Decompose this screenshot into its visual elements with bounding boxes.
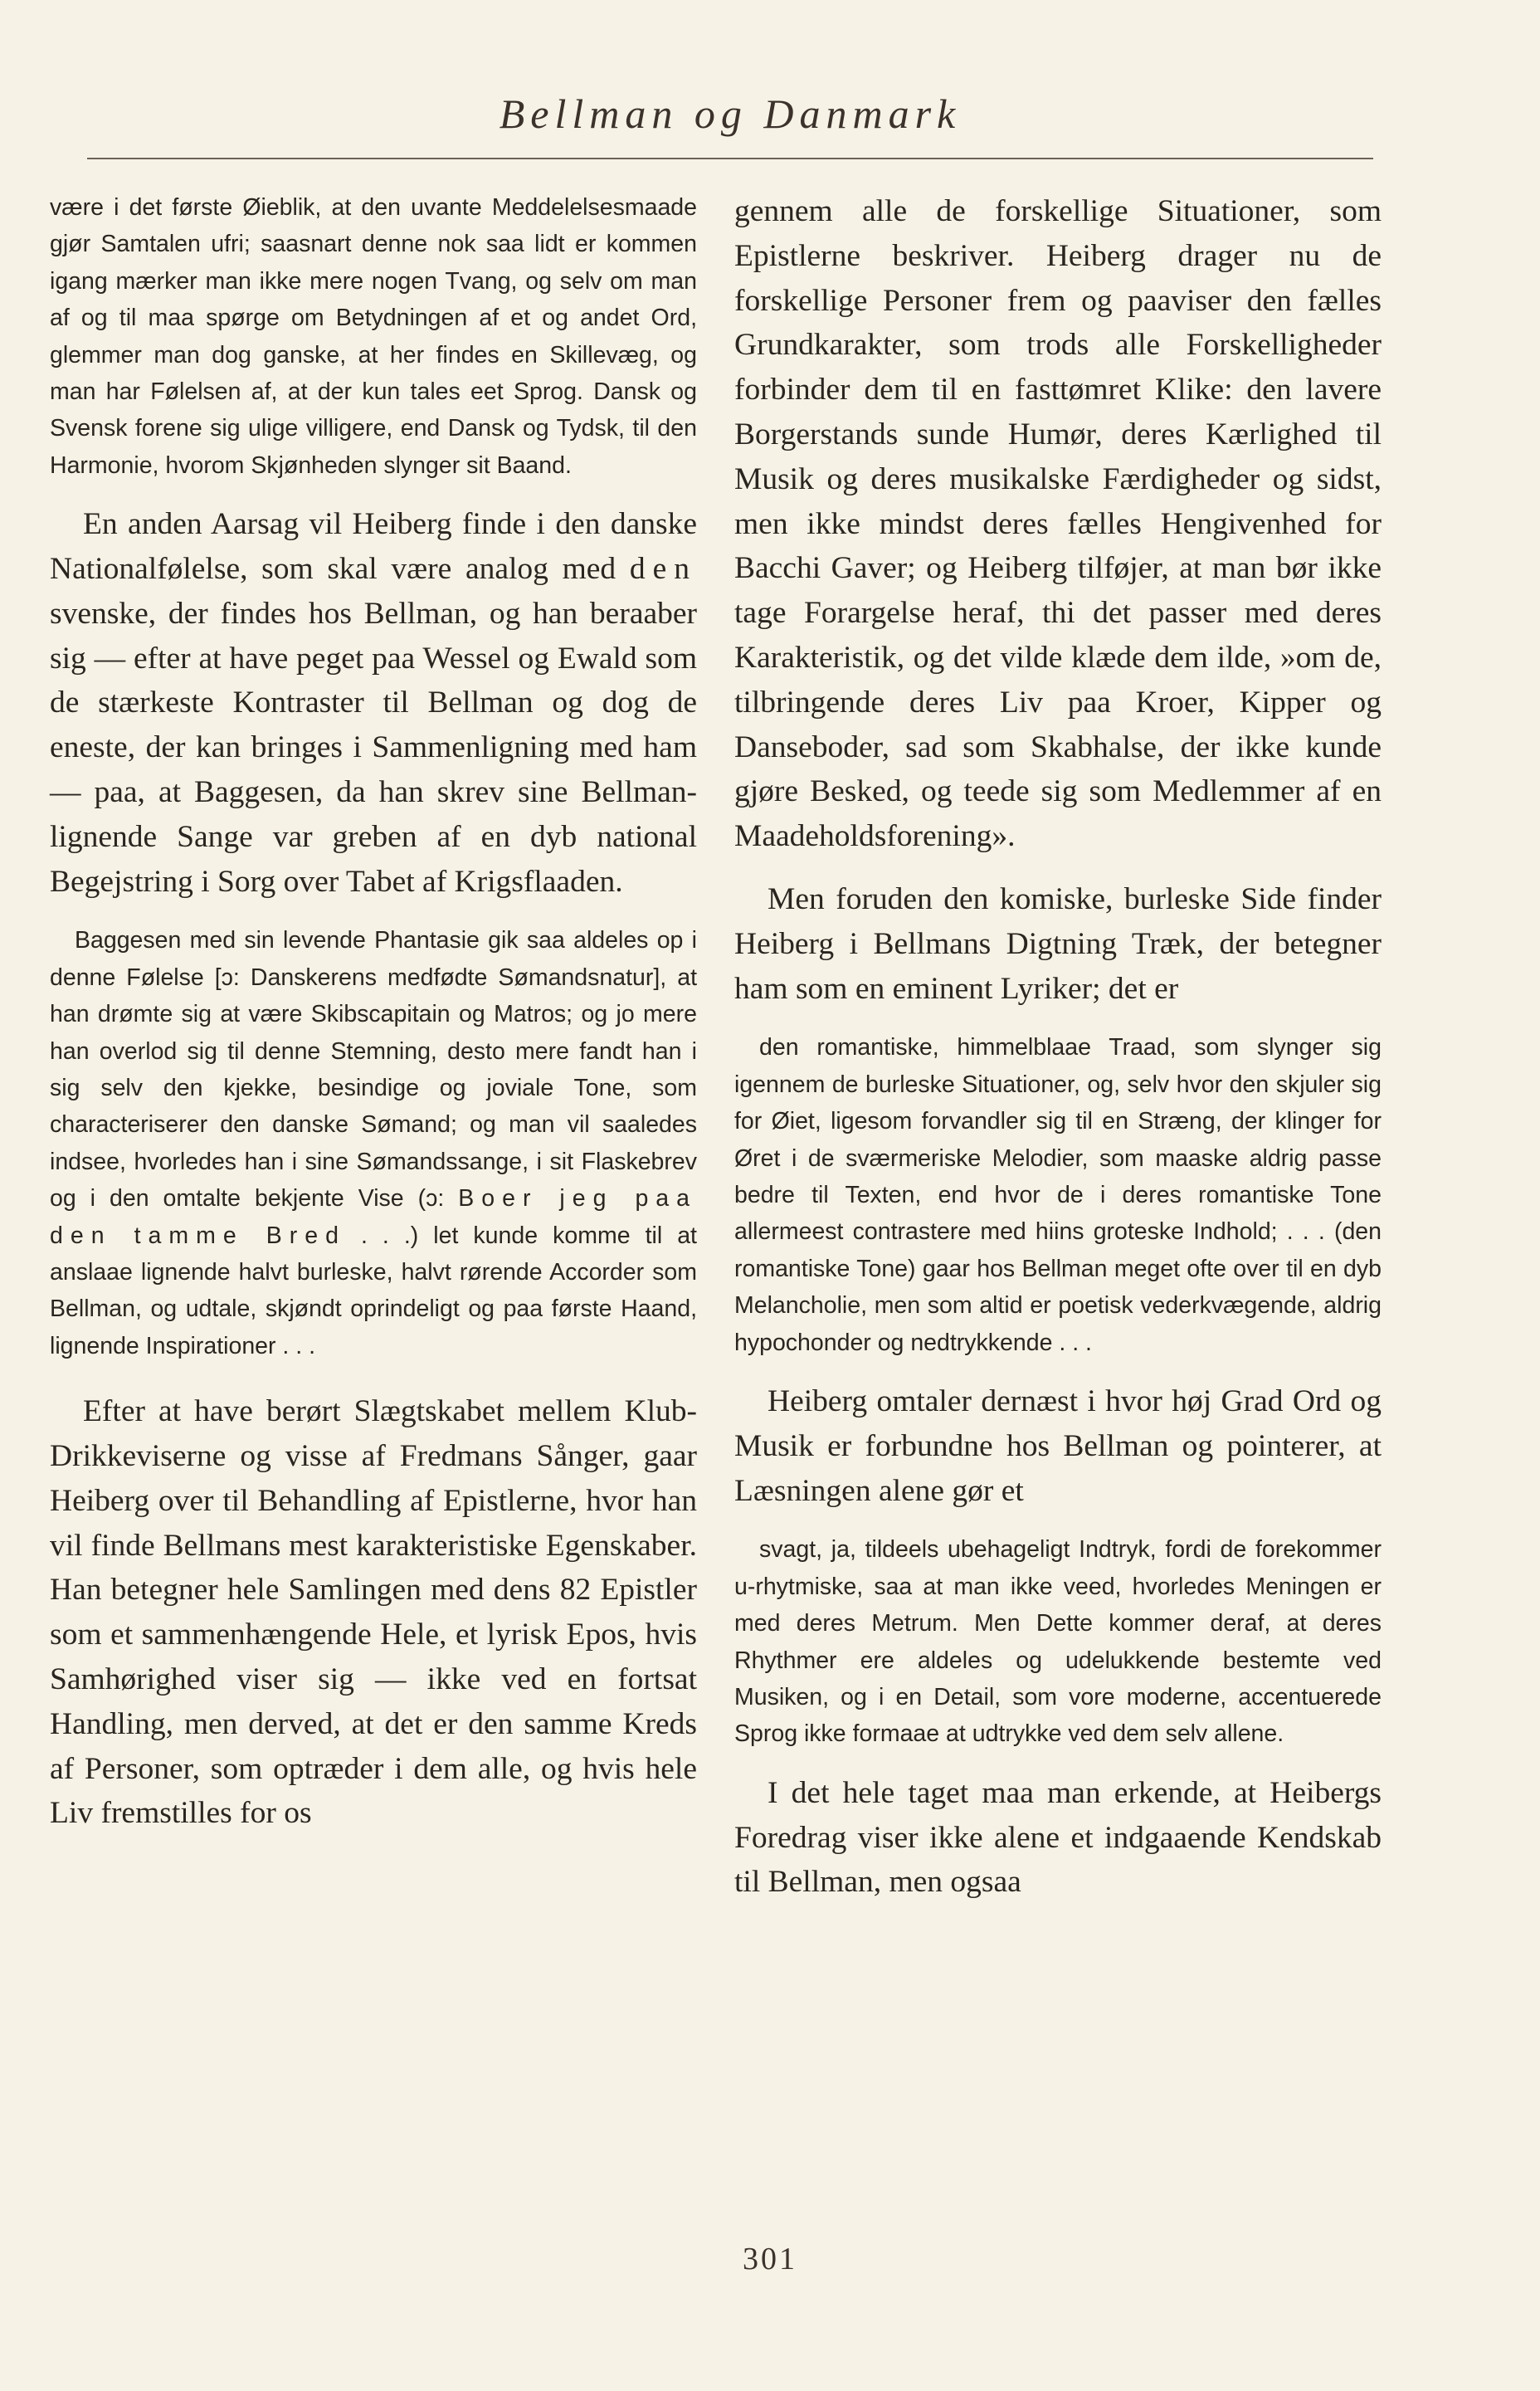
left-column xyxy=(50,189,697,1836)
spaced-title: Boer jeg paa den tamme Bred xyxy=(50,1185,697,1249)
quote-text: . . .) let kunde komme til at anslaae lignende halvt burleske, halvt rørende Accorder som Bellman, og udtale, skjøndt oprindeligt og paa første Haand, lignende Inspirationer . . . xyxy=(50,1222,697,1359)
page-number: 301 xyxy=(743,2242,797,2276)
body-paragraph xyxy=(50,502,697,904)
spaced-emphasis: den xyxy=(629,552,697,587)
body-paragraph: Men foruden den komiske, burleske Side finder Heiberg i Bellmans Digtning Træk, der betegner ham som en eminent Lyriker; det er xyxy=(734,881,1382,1006)
body-paragraph: Heiberg omtaler dernæst i hvor høj Grad Ord og Musik er forbundne hos Bellman og pointerer, at Læsningen alene gør et xyxy=(734,1384,1382,1508)
right-column xyxy=(734,189,1382,1905)
paragraph-text: En anden Aarsag vil Heiberg finde i den danske Nationalfølelse, som skal være analog med xyxy=(50,507,697,587)
header-rule xyxy=(87,158,1373,159)
block-quote: svagt, ja, tildeels ubehageligt Indtryk, fordi de forekommer u-rhytmiske, saa at man ikke veed, hvorledes Meningen er med deres Metrum. Men Dette kommer deraf, at deres Rhythmer ere aldeles og udelukkende bestemte ved Musiken, og i en Detail, som vore moderne, accentuerede Sprog ikke formaae at udtrykke ved dem selv allene. xyxy=(734,1536,1382,1748)
running-title: Bellman og Danmark xyxy=(499,90,962,137)
block-quote xyxy=(50,922,697,1364)
body-paragraph: Efter at have berørt Slægtskabet mellem Klub-Drikkeviserne og visse af Fredmans Sånger, gaar Heiberg over til Behandling af Epistlerne, hvor han vil finde Bellmans mest karakteristiske Egenskaber. Han betegner hele Samlingen med dens 82 Epistler som et sammenhængende Hele, et lyrisk Epos, hvis Samhørighed viser sig — ikke ved en fortsat Handling, men derved, at det er den samme Kreds af Personer, som optræder i dem alle, og hvis hele Liv fremstilles for os xyxy=(50,1394,697,1831)
body-paragraph: gennem alle de forskellige Situationer, som Epistlerne beskriver. Heiberg drager nu de forskellige Personer frem og paaviser den fælles Grundkarakter, som trods alle Forskelligheder forbinder dem til en fasttømret Klike: den lavere Borgerstands sunde Humør, deres Kærlighed til Musik og deres musikalske Færdigheder og sidst, men ikke mindst deres fælles Hengivenhed for Bacchi Gaver; og Heiberg tilføjer, at man bør ikke tage Forargelse heraf, thi det passer med deres Karakteristik, og det vilde klæde dem ilde, »om de, tilbringende deres Liv paa Kroer, Kipper og Danseboder, sad som Skabhalse, der ikke kunde gjøre Besked, og teede sig som Medlemmer af en Maadeholdsforening». xyxy=(734,194,1382,854)
paragraph-text: svenske, der findes hos Bellman, og han beraaber sig — efter at have peget paa Wessel og Ewald som de stærkeste Kontraster til Bellman og dog de eneste, der kan bringes i Sammenligning med ham — paa, at Baggesen, da han skrev sine Bellman-lignende Sange var greben af en dyb national Begejstring i Sorg over Tabet af Krigsflaaden. xyxy=(50,596,697,899)
body-paragraph: I det hele taget maa man erkende, at Heibergs Foredrag viser ikke alene et indgaaende Kendskab til Bellman, men ogsaa xyxy=(734,1775,1382,1900)
block-quote: være i det første Øieblik, at den uvante Meddelelsesmaade gjør Samtalen ufri; saasnart denne nok saa lidt er kommen igang mærker man ikke mere nogen Tvang, og selv om man af og til maa spørge om Betydningen af et og andet Ord, glemmer man dog ganske, at her findes en Skillevæg, og man har Følelsen af, at der kun tales eet Sprog. Dansk og Svensk forene sig ulige villigere, end Dansk og Tydsk, til den Harmonie, hvorom Skjønheden slynger sit Baand. xyxy=(50,194,697,479)
quote-text: Baggesen med sin levende Phantasie gik saa aldeles op i denne Følelse [ɔ: Danskerens medfødte Sømandsnatur], at han drømte sig at være Skibscapitain og Matros; og jo mere han overlod sig til denne Stemning, desto mere fandt han i sig selv den kjekke, besindige og joviale Tone, som characteriserer den danske Sømand; og man vil saaledes indsee, hvorledes han i sine Sømandssange, i sit Flaskebrev og i den omtalte bekjente Vise (ɔ: xyxy=(50,927,697,1213)
block-quote: den romantiske, himmelblaae Traad, som slynger sig igennem de burleske Situationer, og, selv hvor den skjuler sig for Øiet, ligesom forvandler sig til en Stræng, der klinger for Øret i de sværmeriske Melodier, som maaske aldrig passe bedre til Texten, end hvor de i deres romantiske Tone allermeest contrastere med hiins groteske Indhold; . . . (den romantiske Tone) gaar hos Bellman meget ofte over til en dyb Melancholie, men som altid er poetisk vederkvægende, aldrig hypochonder og nedtrykkende . . . xyxy=(734,1034,1382,1356)
